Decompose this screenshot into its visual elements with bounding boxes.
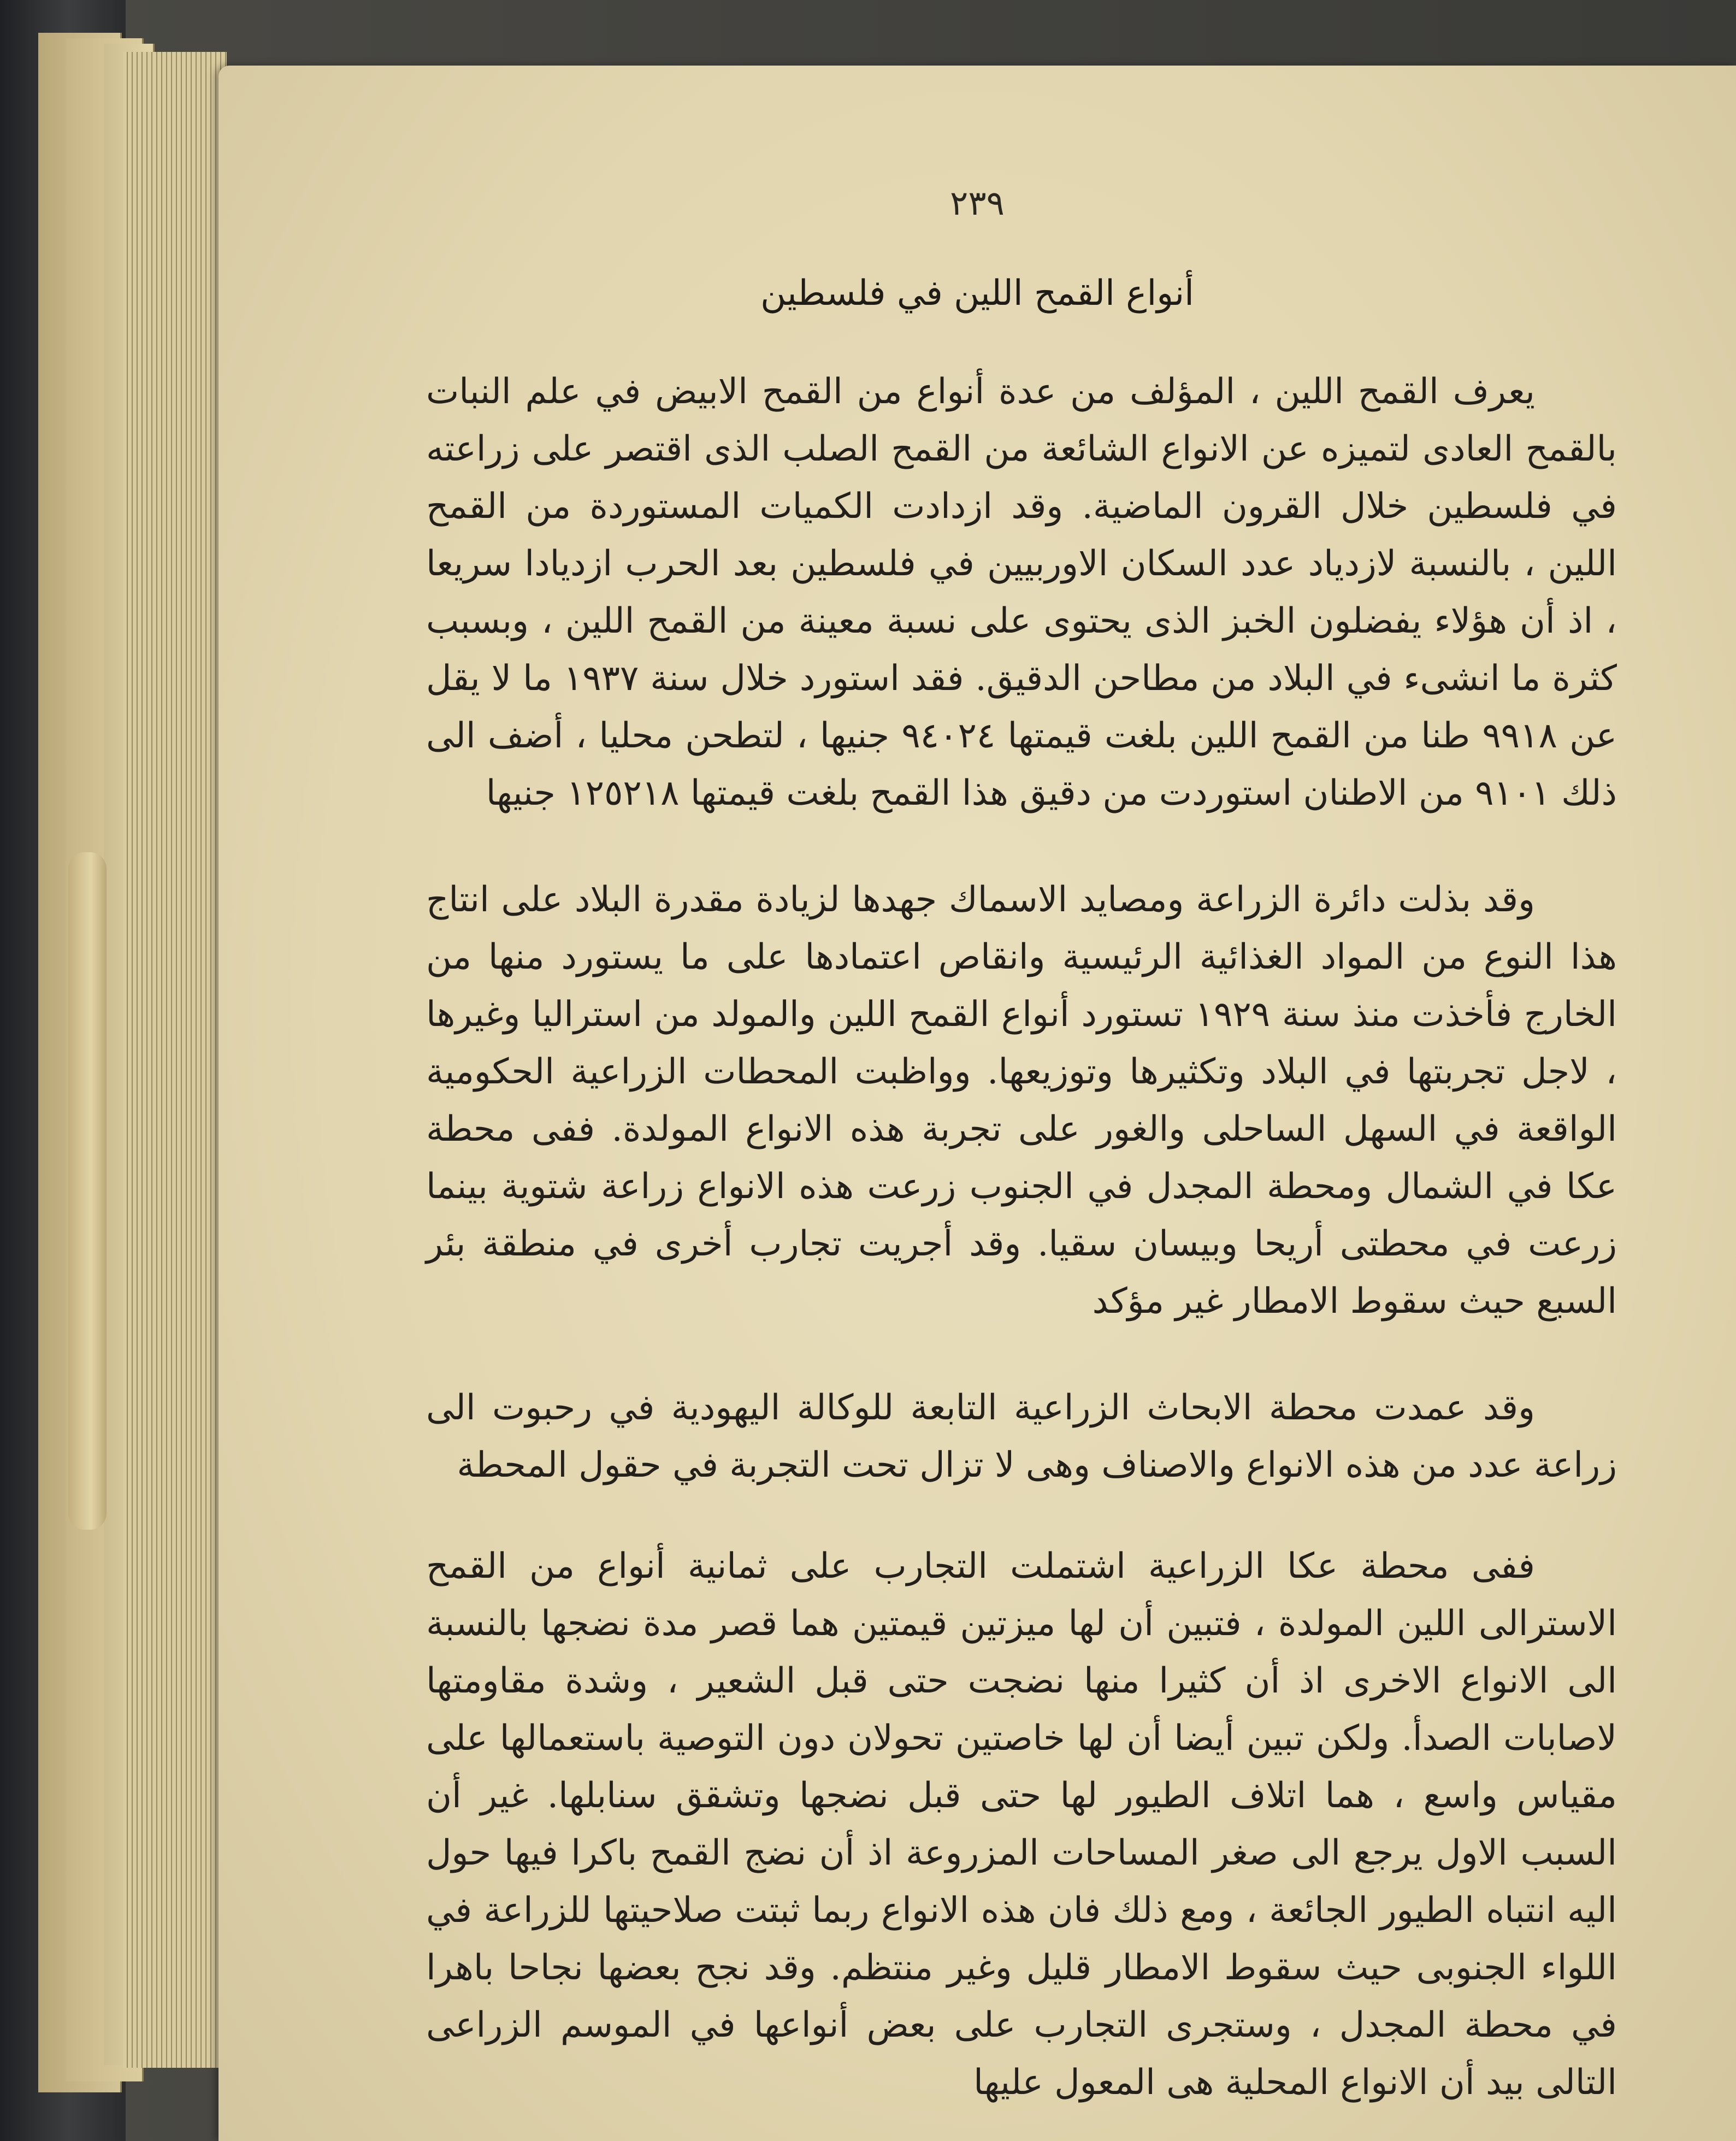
page-stack [123, 52, 227, 2068]
paragraph-3: وقد عمدت محطة الابحاث الزراعية التابعة للوكالة اليهودية في رحبوت الى زراعة عدد من هذه الانواع والاصناف وهى لا تزال تحت التجربة في حقول المحطة [426, 1388, 1617, 1485]
paragraph-2: وقد بذلت دائرة الزراعة ومصايد الاسماك جهدها لزيادة مقدرة البلاد على انتاج هذا النوع من المواد الغذائية الرئيسية وانقاص اعتمادها على ما يستورد منها من الخارج فأخذت منذ سنة ١٩٢٩ تستورد أنواع القمح اللين والمولد من استراليا وغيرها ، لاجل تجربتها في البلاد وتكثيرها وتوزيعها. وواظبت المحطات الزراعية الحكومية الواقعة في السهل الساحلى والغور على تجربة هذه الانواع المولدة. ففى محطة عكا في الشمال ومحطة المجدل في الجنوب زرعت هذه الانواع زراعة شتوية بينما زرعت في محطتى أريحا وبيسان سقيا. وقد أجريت تجارب أخرى في منطقة بئر السبع حيث سقوط الامطار غير مؤكد [426, 880, 1617, 1322]
page-title: أنواع القمح اللين في فلسطين [760, 273, 1194, 314]
paragraph-1: يعرف القمح اللين ، المؤلف من عدة أنواع من القمح الابيض في علم النبات بالقمح العادى لتميزه عن الانواع الشائعة من القمح الصلب الذى اقتصر على زراعته في فلسطين خلال القرون الماضية. وقد ازدادت الكميات المستوردة من القمح اللين ، بالنسبة لازدياد عدد السكان الاوربيين في فلسطين بعد الحرب ازديادا سريعا ، اذ أن هؤلاء يفضلون الخبز الذى يحتوى على نسبة معينة من القمح اللين ، وبسبب كثرة ما انشىء في البلاد من مطاحن الدقيق. فقد استورد خلال سنة ١٩٣٧ ما لا يقل عن ٩٩١٨ طنا من القمح اللين بلغت قيمتها ٩٤٠٢٤ جنيها ، لتطحن محليا ، أضف الى ذلك ٩١٠١ من الاطنان استوردت من دقيق هذا القمح بلغت قيمتها ١٢٥٢١٨ جنيها [426, 371, 1617, 813]
page-number: ٢٣٩ [950, 183, 1005, 223]
paragraph-4: ففى محطة عكا الزراعية اشتملت التجارب على ثمانية أنواع من القمح الاسترالى اللين المولدة ، فتبين أن لها ميزتين قيمتين هما قصر مدة نضجها بالنسبة الى الانواع الاخرى اذ أن كثيرا منها نضجت حتى قبل الشعير ، وشدة مقاومتها لاصابات الصدأ. ولكن تبين أيضا أن لها خاصتين تحولان دون التوصية باستعمالها على مقياس واسع ، هما اتلاف الطيور لها حتى قبل نضجها وتشقق سنابلها. غير أن السبب الاول يرجع الى صغر المساحات المزروعة اذ أن نضج القمح باكرا فيها حول اليه انتباه الطيور الجائعة ، ومع ذلك فان هذه الانواع ربما ثبتت صلاحيتها للزراعة في اللواء الجنوبى حيث سقوط الامطار قليل وغير منتظم. وقد نجح بعضها نجاحا باهرا في محطة المجدل ، وستجرى التجارب على بعض أنواعها في الموسم الزراعى التالى بيد أن الانواع المحلية هى المعول عليها [426, 1546, 1617, 2103]
book-page [219, 66, 1736, 2141]
torn-page-strip [68, 852, 107, 1530]
